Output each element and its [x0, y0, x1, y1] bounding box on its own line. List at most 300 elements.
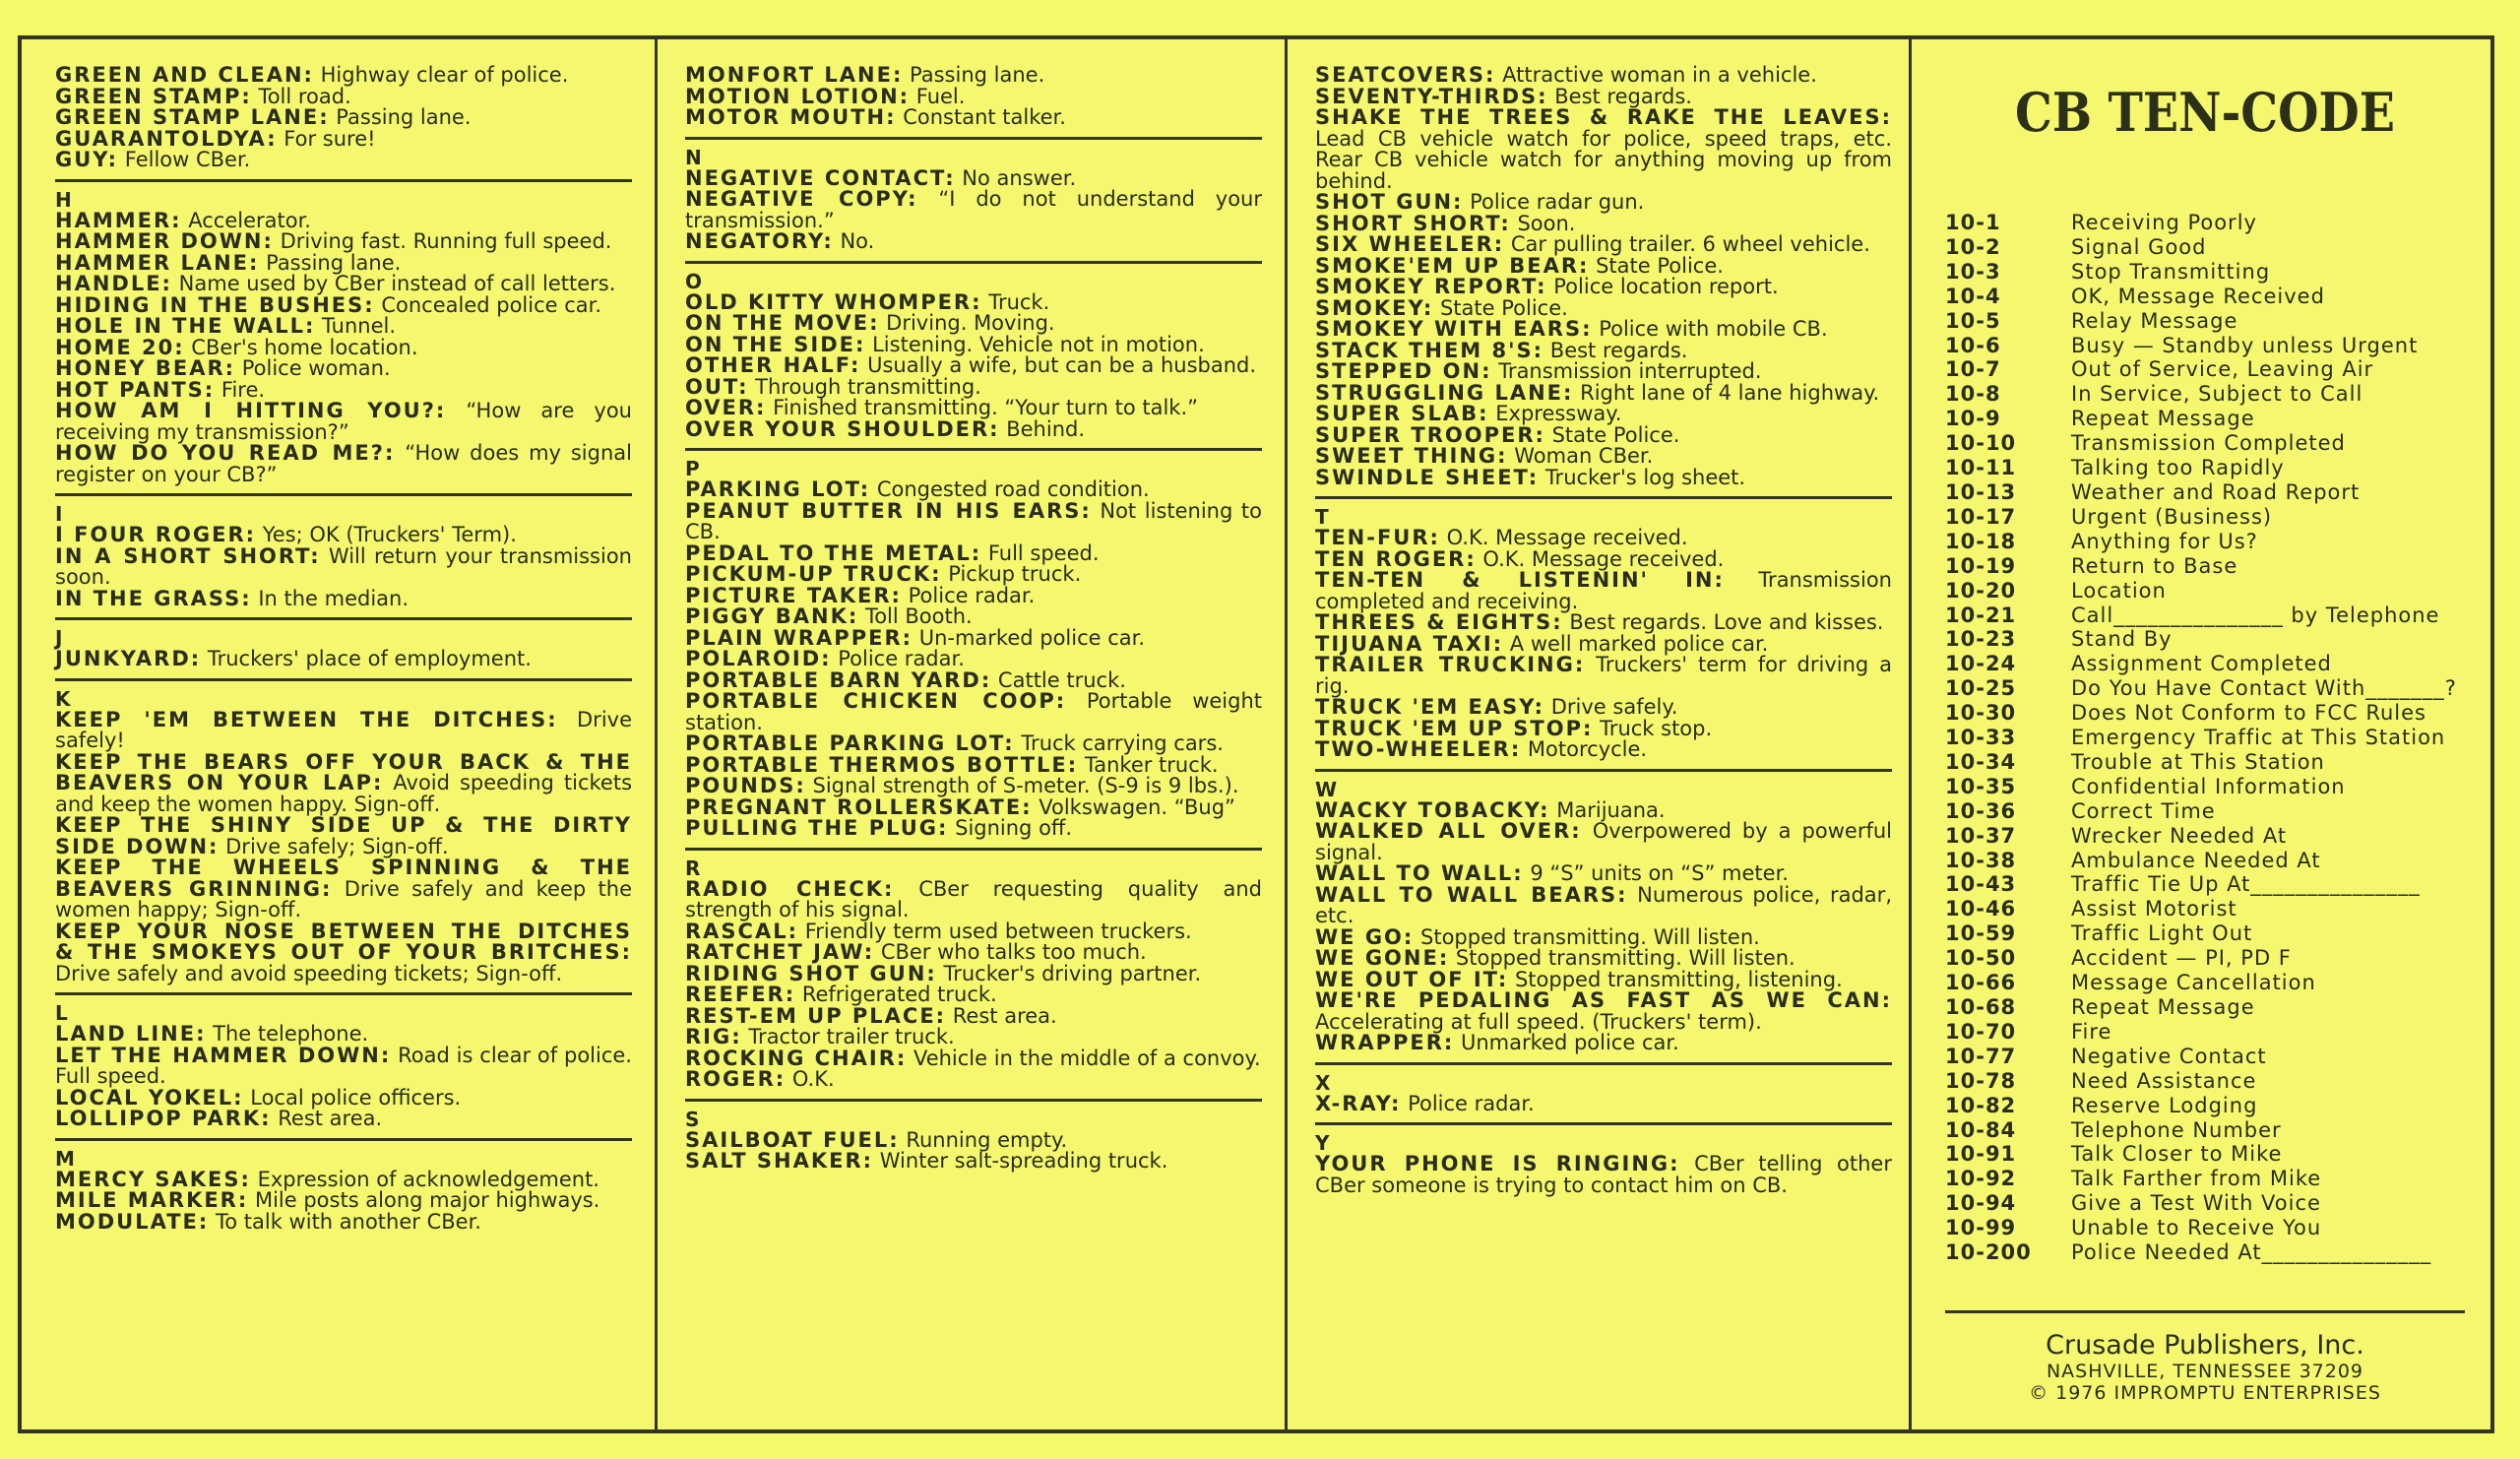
ten-code-meaning: Message Cancellation: [2071, 971, 2316, 995]
glossary-entry: [1315, 211, 1892, 235]
entry-definition: Woman CBer.: [1514, 444, 1654, 468]
glossary-entry: [55, 815, 632, 857]
glossary-entry: [685, 1003, 1262, 1028]
ten-code-row: [1945, 676, 2465, 701]
entry-definition: Toll Booth.: [864, 604, 973, 628]
glossary-entry: [55, 65, 632, 87]
entry-definition: Full speed.: [987, 540, 1100, 565]
glossary-entry: [1315, 234, 1892, 256]
entry-definition: 9 “S” units on “S” meter.: [1530, 861, 1789, 885]
glossary-entry: [1315, 863, 1892, 885]
ten-code: 10-82: [1945, 1093, 2017, 1117]
entry-definition: Tanker truck.: [1084, 752, 1219, 777]
entry-term: SHOT GUN:: [1315, 190, 1464, 214]
entry-definition: Drive safely and avoid speeding tickets; Sign-off.: [55, 961, 563, 985]
entry-term: NEGATORY:: [685, 229, 834, 253]
glossary-entry: [685, 1127, 1262, 1152]
entry-definition: In the median.: [258, 586, 410, 610]
entry-definition: A well marked police car.: [1509, 631, 1769, 656]
entry-definition: Drive safely!: [55, 707, 633, 752]
section-letter: T: [1315, 505, 1330, 529]
entry-definition: Expression of acknowledgement.: [257, 1167, 599, 1191]
ten-code-row: [1945, 824, 2465, 849]
entry-definition: Expressway.: [1495, 402, 1622, 425]
ten-code-meaning: Transmission Completed: [2071, 431, 2346, 456]
entry-term: WE OUT OF IT:: [1315, 967, 1509, 991]
ten-code: 10-8: [1945, 382, 2001, 407]
entry-definition: Stopped transmitting, listening.: [1514, 967, 1843, 991]
entry-term: SHAKE THE TREES & RAKE THE LEAVES:: [1315, 105, 1892, 129]
publisher-name: Crusade Publishers, Inc.: [2046, 1329, 2364, 1361]
entry-definition: Rest area.: [952, 1003, 1057, 1028]
entry-definition: Tunnel.: [322, 314, 397, 338]
column-divider: [1285, 39, 1288, 1429]
glossary-section: [55, 628, 632, 681]
ten-code: 10-77: [1945, 1044, 2017, 1068]
entry-term: HIDING IN THE BUSHES:: [55, 292, 375, 317]
glossary-entry: [685, 649, 1262, 670]
ten-code-row: [1945, 1216, 2465, 1240]
glossary-section: [685, 269, 1262, 452]
entry-term: YOUR PHONE IS RINGING:: [1315, 1152, 1680, 1175]
entry-term: WALL TO WALL:: [1315, 861, 1524, 885]
entry-term: PREGNANT ROLLERSKATE:: [685, 794, 1033, 819]
divider: [1945, 1310, 2465, 1313]
ten-code-meaning: Stand By: [2071, 627, 2173, 652]
ten-code-meaning: Negative Contact: [2071, 1044, 2267, 1068]
ten-code-meaning: Talking too Rapidly: [2071, 456, 2285, 480]
entry-definition: Driving. Moving.: [886, 311, 1055, 335]
glossary-section: [1315, 1070, 1892, 1126]
entry-term: WE GO:: [1315, 924, 1415, 949]
ten-code: 10-4: [1945, 284, 2001, 308]
section-letter: M: [55, 1146, 76, 1171]
entry-definition: Refrigerated truck.: [801, 983, 997, 1006]
entry-term: OUT:: [685, 374, 749, 399]
ten-code: 10-99: [1945, 1216, 2017, 1240]
entry-term: SIX WHEELER:: [1315, 232, 1505, 256]
entry-term: OVER YOUR SHOULDER:: [685, 416, 1000, 441]
glossary-entry: [1315, 422, 1892, 447]
ten-code: 10-37: [1945, 823, 2017, 848]
entry-definition: Friendly term used between truckers.: [804, 919, 1192, 943]
entry-term: SHORT SHORT:: [1315, 211, 1511, 235]
ten-code: 10-43: [1945, 872, 2017, 897]
entry-term: PORTABLE THERMOS BOTTLE:: [685, 752, 1079, 777]
entry-definition: Passing lane.: [910, 65, 1045, 87]
ten-code-row: [1945, 211, 2465, 235]
ten-code-row: [1945, 431, 2465, 456]
entry-definition: Police woman.: [241, 356, 391, 380]
ten-code-meaning: Traffic Light Out: [2071, 921, 2253, 946]
ten-code-row: [1945, 921, 2465, 946]
entry-term: PEDAL TO THE METAL:: [685, 540, 982, 565]
entry-term: SUPER SLAB:: [1315, 402, 1489, 425]
entry-term: MERCY SAKES:: [55, 1167, 251, 1191]
entry-definition: “How does my signal register on your CB?”: [55, 441, 632, 486]
glossary-entry: [685, 374, 1262, 399]
entry-definition: Congested road condition.: [876, 477, 1150, 501]
ten-code-meaning: Ambulance Needed At: [2071, 848, 2321, 872]
entry-term: OVER:: [685, 396, 767, 419]
entry-term: THREES & EIGHTS:: [1315, 610, 1563, 634]
glossary-entry: [1315, 967, 1892, 991]
entry-definition: Right lane of 4 lane highway.: [1580, 380, 1880, 405]
glossary-entry: [1315, 319, 1892, 341]
glossary-entry: [685, 625, 1262, 650]
section-letter: R: [685, 856, 702, 880]
ten-code-meaning: Need Assistance: [2071, 1068, 2257, 1093]
ten-code-meaning: In Service, Subject to Call: [2071, 382, 2363, 407]
entry-definition: Volkswagen. “Bug”: [1039, 794, 1235, 819]
glossary-entry: [1315, 797, 1892, 822]
ten-code-meaning: Accident — PI, PD F: [2071, 946, 2292, 971]
glossary-entry: [685, 165, 1262, 190]
glossary-section: [1315, 65, 1892, 499]
entry-term: LET THE HAMMER DOWN:: [55, 1043, 392, 1067]
ten-code: 10-91: [1945, 1142, 2017, 1167]
ten-code-title: CB TEN-CODE: [2015, 81, 2395, 144]
ten-code-meaning: Return to Base: [2071, 553, 2238, 578]
glossary-section: [685, 459, 1262, 851]
entry-term: PARKING LOT:: [685, 477, 871, 501]
ten-code-row: [1945, 1191, 2465, 1216]
entry-definition: No.: [840, 229, 875, 253]
ten-code-meaning: Signal Good: [2071, 234, 2207, 259]
glossary-entry: [685, 984, 1262, 1006]
entry-term: MILE MARKER:: [55, 1188, 249, 1212]
glossary-entry: [685, 540, 1262, 565]
entry-definition: Best regards.: [1549, 338, 1688, 362]
ten-code-row: [1945, 579, 2465, 603]
glossary-entry: [1315, 1033, 1892, 1054]
section-letter: W: [1315, 777, 1339, 801]
ten-code-meaning: Emergency Traffic at This Station: [2071, 726, 2446, 750]
glossary-entry: [55, 857, 632, 921]
entry-term: HOW AM I HITTING YOU?:: [55, 399, 447, 422]
entry-term: PICKUM-UP TRUCK:: [685, 562, 942, 586]
glossary-entry: [55, 377, 632, 402]
entry-term: PORTABLE PARKING LOT:: [685, 731, 1015, 755]
glossary-entry: [55, 107, 632, 129]
entry-term: KEEP THE BEARS OFF YOUR BACK & THE BEAVERS ON YOUR LAP:: [55, 749, 632, 794]
ten-code: 10-6: [1945, 333, 2001, 357]
glossary-entry: [685, 416, 1262, 441]
entry-definition: CBer requesting quality and strength of his signal.: [685, 876, 1262, 921]
entry-term: HOLE IN THE WALL:: [55, 314, 316, 338]
entry-term: TEN-FUR:: [1315, 526, 1440, 549]
ten-code: 10-24: [1945, 652, 2017, 676]
entry-definition: Truck.: [988, 289, 1050, 314]
ten-code-meaning: Location: [2071, 578, 2167, 603]
ten-code-row: [1945, 357, 2465, 382]
ten-code: 10-1: [1945, 211, 2001, 234]
glossary-section: [55, 1003, 632, 1141]
ten-code: 10-11: [1945, 456, 2017, 480]
entry-definition: Drive safely; Sign-off.: [225, 834, 449, 858]
entry-term: SMOKEY WITH EARS:: [1315, 317, 1593, 341]
ten-code-meaning: Trouble at This Station: [2071, 749, 2325, 774]
entry-definition: “How are you receiving my transmission?”: [55, 399, 632, 444]
glossary-entry: [1315, 380, 1892, 405]
entry-definition: Police with mobile CB.: [1599, 317, 1828, 341]
glossary-entry: [55, 208, 632, 232]
ten-code-meaning: Give a Test With Voice: [2071, 1191, 2321, 1216]
glossary-entry: [55, 649, 632, 670]
glossary-entry: [1315, 821, 1892, 863]
entry-term: WE'RE PEDALING AS FAST AS WE CAN:: [1315, 988, 1892, 1012]
entry-term: X-RAY:: [1315, 1091, 1402, 1115]
glossary-entry: [685, 794, 1262, 819]
glossary-entry: [55, 150, 632, 171]
entry-definition: Tractor trailer truck.: [748, 1025, 955, 1048]
glossary-entry: [685, 398, 1262, 419]
entry-definition: Toll road.: [258, 84, 351, 108]
entry-term: POUNDS:: [685, 774, 806, 797]
glossary-entry: [55, 335, 632, 359]
entry-term: NEGATIVE CONTACT:: [685, 165, 956, 190]
ten-code-row: [1945, 799, 2465, 824]
entry-definition: Fire.: [220, 377, 266, 402]
ten-code-row: [1945, 407, 2465, 431]
ten-code-row: [1945, 480, 2465, 505]
entry-definition: Mile posts along major highways.: [254, 1188, 600, 1212]
entry-term: GREEN STAMP:: [55, 84, 252, 108]
entry-term: GREEN AND CLEAN:: [55, 65, 314, 87]
ten-code: 10-78: [1945, 1068, 2017, 1093]
entry-definition: Through transmitting.: [755, 374, 981, 399]
section-letter: S: [685, 1107, 701, 1131]
entry-term: RIG:: [685, 1025, 742, 1048]
cb-glossary-sheet: [18, 35, 2494, 1433]
ten-code-meaning: Talk Closer to Mike: [2071, 1142, 2283, 1167]
glossary-column-2: [662, 65, 1282, 1410]
entry-definition: Police radar.: [1408, 1091, 1535, 1115]
ten-code-row: [1945, 603, 2465, 628]
glossary-entry: [55, 274, 632, 295]
glossary-entry: [1315, 338, 1892, 362]
ten-code: 10-38: [1945, 848, 2017, 872]
copyright-notice: © 1976 IMPROMPTU ENTERPRISES: [2029, 1381, 2381, 1404]
glossary-entry: [1315, 924, 1892, 949]
entry-term: RATCHET JAW:: [685, 940, 875, 964]
glossary-section: [55, 1146, 632, 1241]
ten-code-row: [1945, 1118, 2465, 1143]
ten-code-meaning: Relay Message: [2071, 308, 2238, 333]
entry-definition: Attractive woman in a vehicle.: [1502, 65, 1817, 87]
ten-code: 10-9: [1945, 407, 2001, 431]
entry-term: PULLING THE PLUG:: [685, 816, 949, 840]
ten-code-meaning: Repeat Message: [2071, 407, 2255, 431]
entry-term: KEEP 'EM BETWEEN THE DITCHES:: [55, 707, 558, 731]
entry-definition: Driving fast. Running full speed.: [280, 229, 612, 253]
ten-code-meaning: Receiving Poorly: [2071, 211, 2257, 234]
entry-term: MONFORT LANE:: [685, 65, 904, 87]
entry-definition: Not listening to CB.: [685, 498, 1262, 543]
glossary-section: [685, 65, 1262, 140]
glossary-entry: [1315, 948, 1892, 970]
glossary-entry: [1315, 65, 1892, 87]
ten-code-row: [1945, 1045, 2465, 1069]
entry-term: MOTION LOTION:: [685, 84, 911, 108]
ten-code-row: [1945, 530, 2465, 554]
entry-definition: CBer telling other CBer someone is trying to contact him on CB.: [1315, 1152, 1892, 1197]
entry-definition: Fellow CBer.: [124, 148, 251, 171]
ten-code-meaning: Telephone Number: [2071, 1117, 2282, 1142]
entry-definition: Unmarked police car.: [1460, 1031, 1679, 1054]
ten-code-row: [1945, 505, 2465, 530]
entry-term: PIGGY BANK:: [685, 604, 859, 628]
entry-definition: Marijuana.: [1556, 797, 1666, 822]
entry-definition: Running empty.: [906, 1127, 1068, 1152]
entry-definition: Police radar gun.: [1470, 190, 1645, 214]
ten-code-meaning: Reserve Lodging: [2071, 1093, 2258, 1117]
glossary-section: [55, 504, 632, 620]
entry-term: SWINDLE SHEET:: [1315, 465, 1540, 489]
entry-definition: No answer.: [962, 165, 1077, 190]
entry-definition: Avoid speeding tickets and keep the women happy. Sign-off.: [55, 771, 633, 816]
ten-code: 10-5: [1945, 308, 2001, 333]
glossary-entry: [685, 84, 1262, 108]
entry-term: MODULATE:: [55, 1209, 210, 1234]
entry-definition: Drive safely.: [1550, 695, 1678, 719]
ten-code: 10-36: [1945, 798, 2017, 823]
glossary-entry: [1315, 631, 1892, 656]
glossary-entry: [685, 1151, 1262, 1173]
entry-term: LOCAL YOKEL:: [55, 1085, 244, 1110]
entry-definition: To talk with another CBer.: [216, 1209, 481, 1234]
glossary-entry: [55, 1190, 632, 1212]
entry-definition: Trucker's log sheet.: [1544, 465, 1746, 489]
glossary-entry: [685, 876, 1262, 921]
glossary-entry: [685, 818, 1262, 840]
entry-definition: Truckers' term for driving a rig.: [1315, 653, 1892, 698]
entry-term: STEPPED ON:: [1315, 359, 1492, 383]
entry-term: RASCAL:: [685, 919, 798, 943]
ten-code: 10-18: [1945, 529, 2017, 553]
entry-definition: The telephone.: [213, 1022, 369, 1046]
entry-definition: Best regards.: [1554, 84, 1692, 108]
ten-code-row: [1945, 652, 2465, 676]
glossary-entry: [1315, 277, 1892, 298]
glossary-section: [55, 65, 632, 182]
ten-code: 10-20: [1945, 578, 2017, 603]
entry-definition: Constant talker.: [903, 105, 1066, 129]
entry-term: REST-EM UP PLACE:: [685, 1003, 947, 1028]
ten-code-meaning: Unable to Receive You: [2071, 1216, 2322, 1240]
ten-code: 10-13: [1945, 479, 2017, 504]
ten-code: 10-3: [1945, 259, 2001, 284]
ten-code-meaning: Correct Time: [2071, 798, 2216, 823]
glossary-entry: [685, 606, 1262, 628]
ten-code-meaning: Anything for Us?: [2071, 529, 2258, 553]
entry-definition: Fuel.: [915, 84, 966, 108]
glossary-entry: [685, 289, 1262, 314]
entry-definition: Passing lane.: [266, 250, 402, 275]
entry-term: SALT SHAKER:: [685, 1149, 874, 1173]
glossary-entry: [685, 1048, 1262, 1070]
entry-term: TIJUANA TAXI:: [1315, 631, 1504, 656]
entry-term: OTHER HALF:: [685, 353, 861, 377]
entry-term: MOTOR MOUTH:: [685, 105, 897, 129]
section-letter: H: [55, 187, 73, 212]
entry-term: PICTURE TAKER:: [685, 583, 902, 607]
glossary-entry: [55, 231, 632, 253]
glossary-entry: [1315, 546, 1892, 571]
entry-term: TRAILER TRUCKING:: [1315, 653, 1586, 676]
entry-definition: Numerous police, radar, etc.: [1315, 882, 1892, 927]
entry-term: WALL TO WALL BEARS:: [1315, 882, 1628, 907]
entry-term: HAMMER LANE:: [55, 250, 260, 275]
entry-term: REEFER:: [685, 983, 796, 1006]
entry-definition: Will return your transmission soon.: [55, 543, 632, 589]
ten-code-row: [1945, 235, 2465, 260]
section-letter: X: [1315, 1070, 1332, 1095]
glossary-entry: [1315, 528, 1892, 549]
entry-definition: Car pulling trailer. 6 wheel vehicle.: [1510, 232, 1870, 256]
ten-code: 10-200: [1945, 1240, 2032, 1265]
entry-term: ON THE MOVE:: [685, 311, 880, 335]
ten-code-row: [1945, 995, 2465, 1020]
glossary-entry: [685, 1069, 1262, 1091]
entry-definition: For sure!: [284, 126, 376, 151]
entry-definition: O.K. Message received.: [1482, 546, 1725, 571]
ten-code-meaning: Out of Service, Leaving Air: [2071, 357, 2374, 382]
glossary-entry: [1315, 361, 1892, 383]
glossary-entry: [1315, 697, 1892, 719]
entry-definition: Un-marked police car.: [918, 625, 1146, 650]
ten-code-meaning: Weather and Road Report: [2071, 479, 2361, 504]
glossary-section: [1315, 507, 1892, 772]
publisher-block: [1945, 1331, 2465, 1404]
ten-code-meaning: Confidential Information: [2071, 774, 2346, 798]
glossary-entry: [55, 1024, 632, 1046]
ten-code-row: [1945, 1094, 2465, 1118]
glossary-entry: [55, 84, 632, 108]
ten-code-row: [1945, 1167, 2465, 1191]
glossary-column-3: [1292, 65, 1912, 1410]
publisher-address: NASHVILLE, TENNESSEE 37209: [2046, 1360, 2364, 1382]
entry-term: KEEP THE WHEELS SPINNING & THE BEAVERS GRINNING:: [55, 856, 632, 901]
glossary-entry: [685, 1027, 1262, 1048]
entry-term: KEEP YOUR NOSE BETWEEN THE DITCHES & THE SMOKEYS OUT OF YOUR BRITCHES:: [55, 919, 632, 964]
entry-term: TRUCK 'EM UP STOP:: [1315, 716, 1594, 740]
entry-term: NEGATIVE COPY:: [685, 187, 918, 211]
entry-definition: Transmission interrupted.: [1498, 359, 1762, 383]
glossary-entry: [55, 443, 632, 485]
ten-code-meaning: Stop Transmitting: [2071, 259, 2271, 284]
entry-term: TRUCK 'EM EASY:: [1315, 695, 1545, 719]
glossary-entry: [55, 586, 632, 610]
glossary-entry: [55, 1043, 632, 1088]
ten-code-meaning: Call_______________ by Telephone: [2071, 603, 2440, 627]
ten-code-row: [1945, 872, 2465, 897]
glossary-entry: [685, 564, 1262, 586]
entry-definition: Finished transmitting. “Your turn to talk.”: [773, 396, 1199, 419]
glossary-entry: [685, 752, 1262, 777]
entry-definition: “I do not understand your transmission.”: [685, 187, 1263, 232]
ten-code: 10-94: [1945, 1191, 2017, 1216]
glossary-entry: [685, 65, 1262, 87]
glossary-section: [1315, 777, 1892, 1065]
entry-term: GUARANTOLDYA:: [55, 126, 278, 151]
glossary-section: [685, 1107, 1262, 1180]
section-letter: K: [55, 686, 72, 711]
entry-term: PLAIN WRAPPER:: [685, 625, 914, 650]
ten-code-row: [1945, 334, 2465, 358]
entry-definition: Vehicle in the middle of a convoy.: [913, 1046, 1261, 1070]
glossary-section: [685, 145, 1263, 264]
